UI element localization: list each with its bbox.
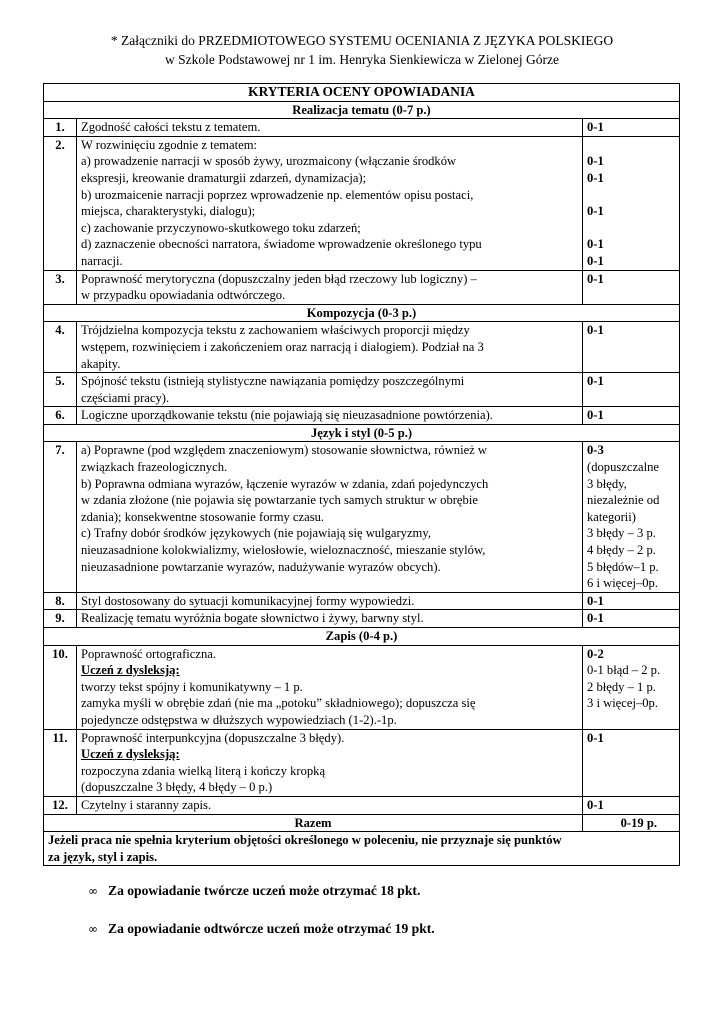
description-line: d) zaznaczenie obecności narratora, świadome wprowadzenie określonego typu xyxy=(81,237,482,252)
row-number: 9. xyxy=(44,610,77,628)
section-heading: Język i styl (0-5 p.) xyxy=(44,424,680,442)
row-points: 0-1 xyxy=(583,119,680,137)
description-line: w zdania złożone (nie pojawia się powtarzanie tych samych struktur w obrębie xyxy=(81,493,478,508)
header-line-2: w Szkole Podstawowej nr 1 im. Henryka Sienkiewicza w Zielonej Górze xyxy=(164,52,560,67)
description-line: miejsca, charakterystyki, dialogu); xyxy=(81,204,256,219)
description-line: rozpoczyna zdania wielką literą i kończy kropką xyxy=(81,763,326,778)
table-row xyxy=(44,592,680,610)
table-row xyxy=(44,136,680,270)
summary-bullets xyxy=(88,883,435,940)
points-value: 0-1 xyxy=(587,237,604,252)
row-points: 0-1 xyxy=(583,796,680,814)
row-points: 0-1 xyxy=(583,270,680,304)
bullet-text: Za opowiadanie odtwórcze uczeń może otrzymać 19 pkt. xyxy=(108,921,435,936)
bullet-text: Za opowiadanie twórcze uczeń może otrzymać 18 pkt. xyxy=(108,883,421,898)
section-row xyxy=(44,304,680,322)
row-description: Styl dostosowany do sytuacji komunikacyjnej formy wypowiedzi. xyxy=(77,592,583,610)
description-line: wstępem, rozwinięciem i zakończeniem oraz narracją i dialogiem). Podział na 3 xyxy=(81,339,484,354)
dyslexia-heading: Uczeń z dysleksją: xyxy=(81,663,180,678)
points-note: 3 i więcej–0p. xyxy=(587,696,658,711)
description-line: Poprawność merytoryczna (dopuszczalny jeden błąd rzeczowy lub logiczny) – xyxy=(81,271,477,286)
dyslexia-heading: Uczeń z dysleksją: xyxy=(81,747,180,762)
row-points xyxy=(583,645,680,729)
description-line: a) prowadzenie narracji w sposób żywy, urozmaicony (włączanie środków xyxy=(81,154,457,169)
points-note: (dopuszczalne xyxy=(587,460,660,475)
table-row xyxy=(44,407,680,425)
row-number: 10. xyxy=(44,645,77,729)
points-note: 3 błędy – 3 p. xyxy=(587,526,656,541)
description-line: Trójdzielna kompozycja tekstu z zachowaniem właściwych proporcji między xyxy=(81,323,470,338)
row-description xyxy=(77,645,583,729)
points-note: 6 i więcej–0p. xyxy=(587,576,658,591)
table-row xyxy=(44,610,680,628)
points-note: kategorii) xyxy=(587,509,636,524)
table-row xyxy=(44,729,680,796)
description-line: Poprawność ortograficzna. xyxy=(81,646,216,661)
description-line: (dopuszczalne 3 błędy, 4 błędy – 0 p.) xyxy=(81,780,273,795)
row-number: 11. xyxy=(44,729,77,796)
description-line: Spójność tekstu (istnieją stylistyczne nawiązania pomiędzy poszczególnymi xyxy=(81,374,465,389)
description-line: c) Trafny dobór środków językowych (nie pojawiają się wulgaryzmy, xyxy=(81,526,431,541)
points-note: niezależnie od xyxy=(587,493,660,508)
row-number: 7. xyxy=(44,442,77,592)
points-note: 0-1 błąd – 2 p. xyxy=(587,663,661,678)
table-row xyxy=(44,796,680,814)
description-line: tworzy tekst spójny i komunikatywny – 1 p. xyxy=(81,679,303,694)
row-points: 0-1 xyxy=(583,373,680,407)
description-line: Poprawność interpunkcyjna (dopuszczalne 3 błędy). xyxy=(81,730,345,745)
description-line: nieuzasadnione kolokwializmy, wielosłowie, wieloznaczność, mieszanie stylów, xyxy=(81,543,486,558)
points-note: 3 błędy, xyxy=(587,476,627,491)
table-row xyxy=(44,442,680,592)
criteria-table xyxy=(43,83,680,866)
row-number: 8. xyxy=(44,592,77,610)
description-line: pojedyncze odstępstwa w dłuższych wypowiedziach (1-2).-1p. xyxy=(81,712,397,727)
header-line-1: * Załączniki do PRZEDMIOTOWEGO SYSTEMU OCENIANIA Z JĘZYKA POLSKIEGO xyxy=(110,33,614,48)
infinity-bullet-icon: ∞ xyxy=(88,922,98,936)
note-text xyxy=(44,832,680,866)
row-points: 0-1 xyxy=(583,322,680,373)
description-line: c) zachowanie przyczynowo-skutkowego toku zdarzeń; xyxy=(81,220,361,235)
row-description xyxy=(77,373,583,407)
table-title-row xyxy=(44,84,680,102)
description-line: w przypadku opowiadania odtwórczego. xyxy=(81,288,286,303)
section-heading: Kompozycja (0-3 p.) xyxy=(44,304,680,322)
description-line: częściami pracy). xyxy=(81,390,170,405)
row-number: 3. xyxy=(44,270,77,304)
description-line: ekspresji, kreowanie dramaturgii zdarzeń, dynamizacja); xyxy=(81,170,367,185)
section-heading: Realizacja tematu (0-7 p.) xyxy=(44,101,680,119)
row-points: 0-1 xyxy=(583,407,680,425)
row-number: 2. xyxy=(44,136,77,270)
total-label: Razem xyxy=(44,814,583,832)
row-points: 0-1 xyxy=(583,610,680,628)
row-points xyxy=(583,136,680,270)
row-description: Czytelny i staranny zapis. xyxy=(77,796,583,814)
row-number: 4. xyxy=(44,322,77,373)
row-points xyxy=(583,442,680,592)
table-row xyxy=(44,373,680,407)
bullet-item xyxy=(88,883,435,902)
row-description xyxy=(77,136,583,270)
description-line: b) Poprawna odmiana wyrazów, łączenie wyrazów w zdania, zdań pojedynczych xyxy=(81,476,489,491)
points-value: 0-1 xyxy=(587,154,604,169)
table-row xyxy=(44,322,680,373)
total-row xyxy=(44,814,680,832)
points-value: 0-2 xyxy=(587,646,604,661)
table-row xyxy=(44,645,680,729)
description-line: b) urozmaicenie narracji poprzez wprowadzenie np. elementów opisu postaci, xyxy=(81,187,474,202)
page-header xyxy=(0,31,724,69)
description-line: zamyka myśli w obrębie zdań (nie ma „potoku” składniowego); dopuszcza się xyxy=(81,696,476,711)
infinity-bullet-icon: ∞ xyxy=(88,884,98,898)
total-points: 0-19 p. xyxy=(583,814,680,832)
row-description: Realizację tematu wyróżnia bogate słownictwo i żywy, barwny styl. xyxy=(77,610,583,628)
row-description xyxy=(77,729,583,796)
points-note: 5 błędów–1 p. xyxy=(587,559,659,574)
points-value: 0-1 xyxy=(587,253,604,268)
row-points: 0-1 xyxy=(583,729,680,796)
row-number: 12. xyxy=(44,796,77,814)
bullet-item xyxy=(88,921,435,940)
points-value: 0-1 xyxy=(587,170,604,185)
description-line: narracji. xyxy=(81,253,123,268)
row-points: 0-1 xyxy=(583,592,680,610)
section-heading: Zapis (0-4 p.) xyxy=(44,628,680,646)
table-row xyxy=(44,270,680,304)
note-row xyxy=(44,832,680,866)
note-line: Jeżeli praca nie spełnia kryterium objętości określonego w poleceniu, nie przyznaje się punktów xyxy=(48,833,562,848)
table-title: KRYTERIA OCENY OPOWIADANIA xyxy=(44,84,680,102)
row-number: 5. xyxy=(44,373,77,407)
description-line: zdania); konsekwentne stosowanie formy czasu. xyxy=(81,509,325,524)
description-line: związkach frazeologicznych. xyxy=(81,460,228,475)
row-description: Zgodność całości tekstu z tematem. xyxy=(77,119,583,137)
row-number: 6. xyxy=(44,407,77,425)
points-value: 0-3 xyxy=(587,443,604,458)
row-description xyxy=(77,442,583,592)
row-description: Logiczne uporządkowanie tekstu (nie pojawiają się nieuzasadnione powtórzenia). xyxy=(77,407,583,425)
description-line: nieuzasadnione powtarzanie wyrazów, nadużywanie wyrazów obcych). xyxy=(81,559,441,574)
description-line: W rozwinięciu zgodnie z tematem: xyxy=(81,137,258,152)
row-number: 1. xyxy=(44,119,77,137)
row-description xyxy=(77,322,583,373)
points-value: 0-1 xyxy=(587,204,604,219)
description-line: akapity. xyxy=(81,356,121,371)
section-row xyxy=(44,628,680,646)
section-row xyxy=(44,424,680,442)
points-note: 2 błędy – 1 p. xyxy=(587,679,656,694)
table-row xyxy=(44,119,680,137)
row-description xyxy=(77,270,583,304)
section-row xyxy=(44,101,680,119)
points-note: 4 błędy – 2 p. xyxy=(587,543,656,558)
note-line: za język, styl i zapis. xyxy=(48,849,158,864)
description-line: a) Poprawne (pod względem znaczeniowym) stosowanie słownictwa, również w xyxy=(81,443,488,458)
